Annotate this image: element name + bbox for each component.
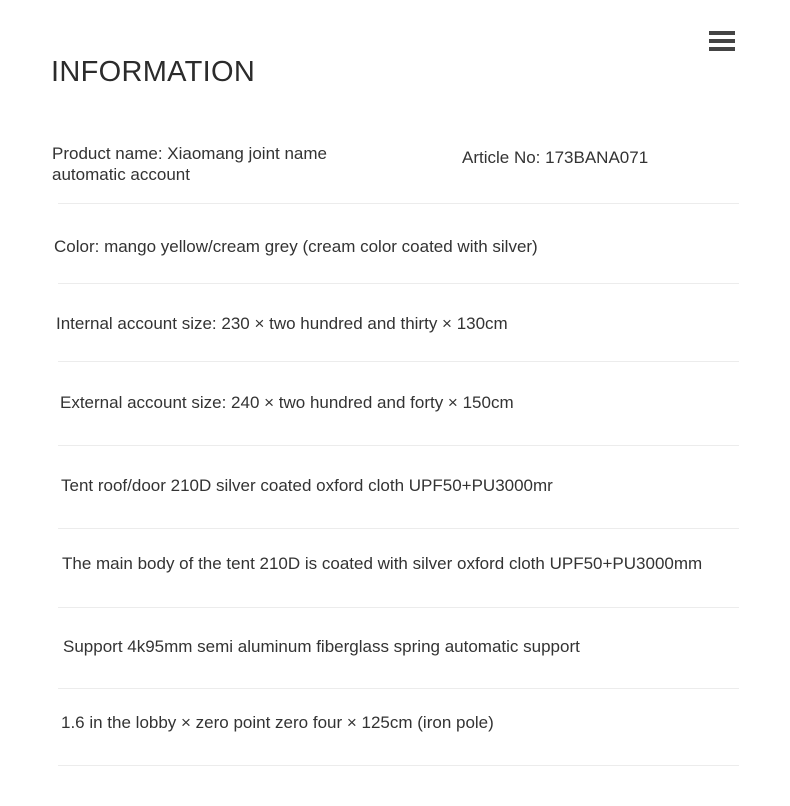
hamburger-menu-icon[interactable] <box>709 31 735 53</box>
divider <box>58 283 739 284</box>
divider <box>58 688 739 689</box>
divider <box>58 607 739 608</box>
internal-size: Internal account size: 230 × two hundred and thirty × 130cm <box>56 314 508 333</box>
divider <box>58 445 739 446</box>
roof-door-material: Tent roof/door 210D silver coated oxford cloth UPF50+PU3000mr <box>61 476 553 495</box>
product-name: Product name: Xiaomang joint name automatic account <box>52 144 327 184</box>
divider <box>58 765 739 766</box>
main-body-material: The main body of the tent 210D is coated with silver oxford cloth UPF50+PU3000mm <box>62 554 703 573</box>
support-info: Support 4k95mm semi aluminum fiberglass spring automatic support <box>63 637 580 656</box>
lobby-info: 1.6 in the lobby × zero point zero four × 125cm (iron pole) <box>61 713 494 732</box>
divider <box>58 528 739 529</box>
menu-bar <box>709 47 735 51</box>
divider <box>58 361 739 362</box>
page-title: INFORMATION <box>51 56 256 88</box>
external-size: External account size: 240 × two hundred and forty × 150cm <box>60 393 514 412</box>
color-info: Color: mango yellow/cream grey (cream color coated with silver) <box>54 237 538 256</box>
divider <box>58 203 739 204</box>
article-number: Article No: 173BANA071 <box>462 148 649 167</box>
menu-bar <box>709 31 735 35</box>
menu-bar <box>709 39 735 43</box>
